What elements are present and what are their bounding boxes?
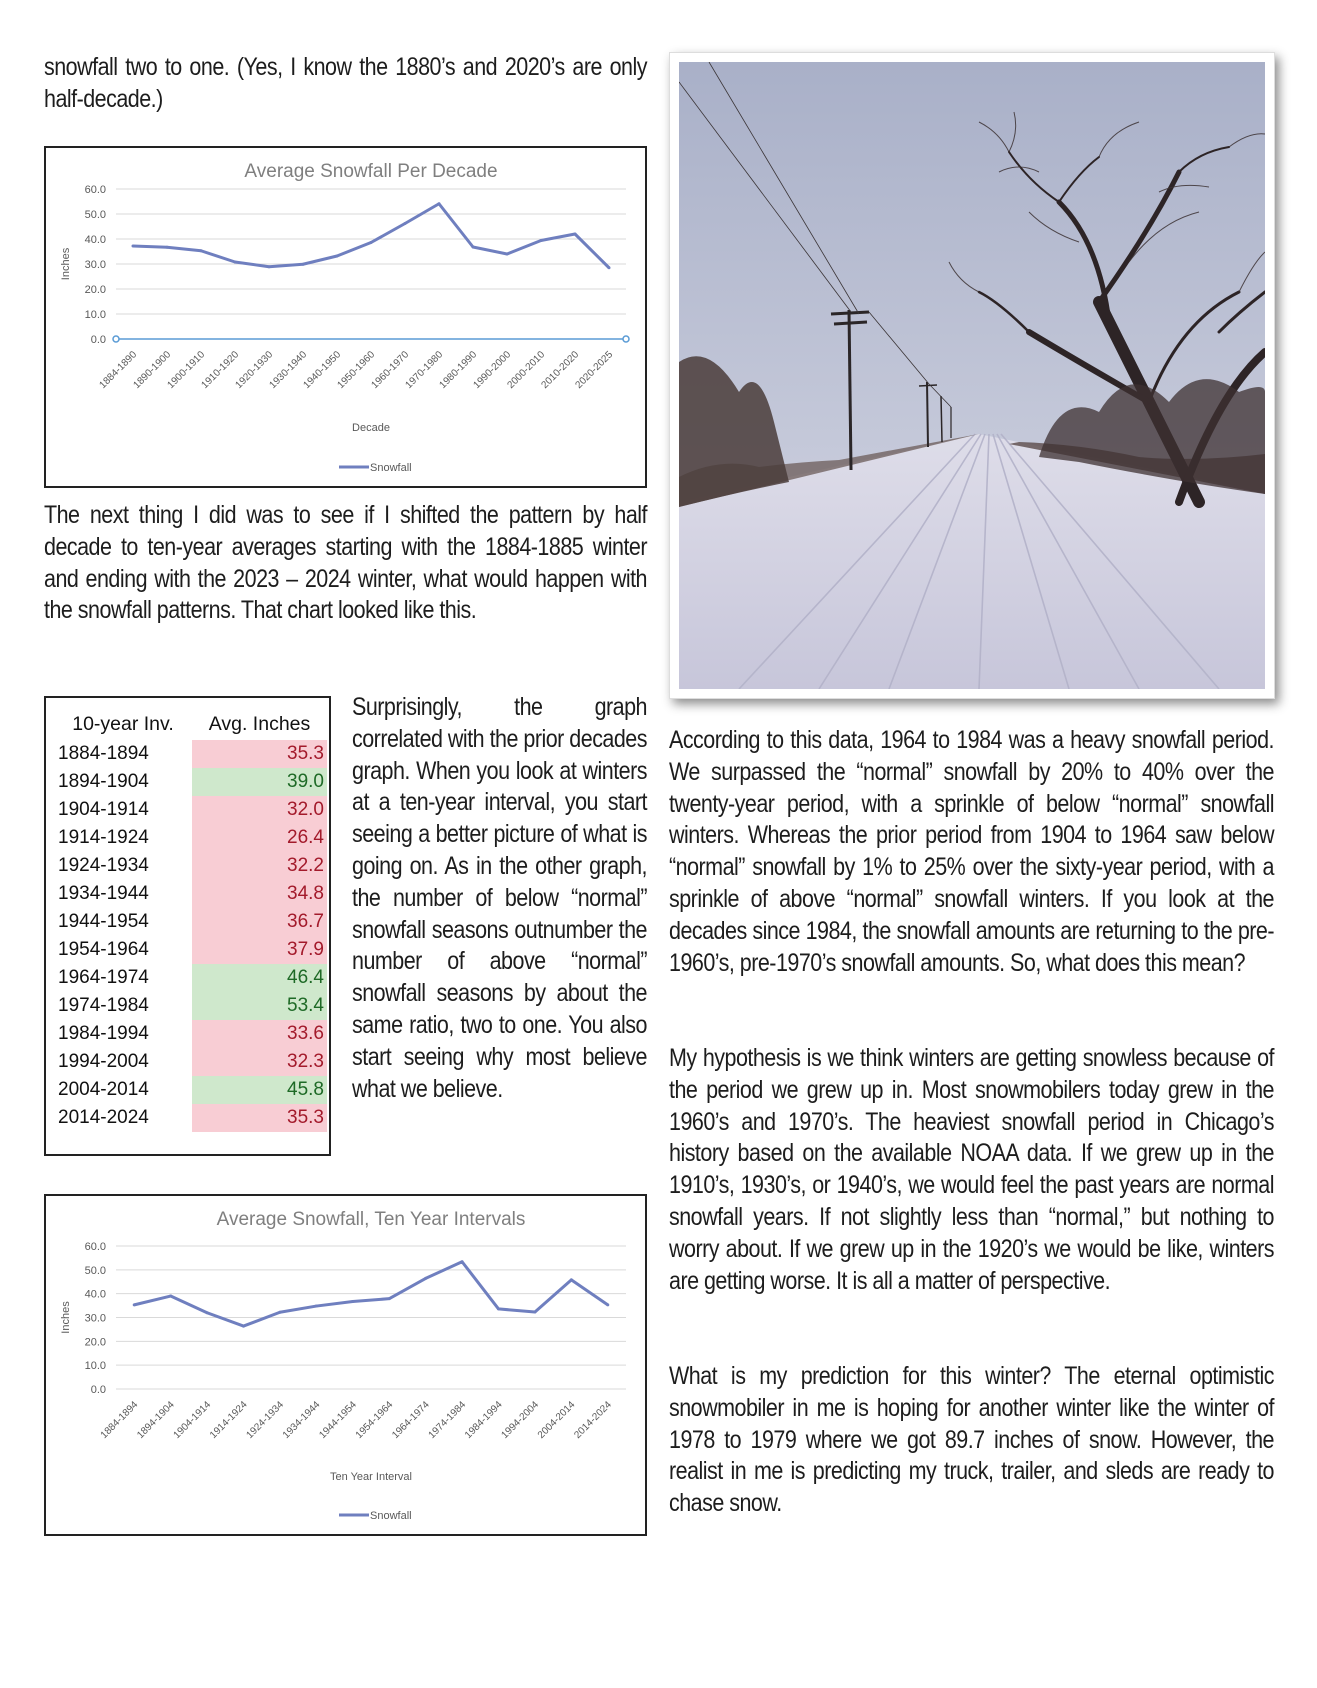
table-value-cell: 34.8 xyxy=(192,880,327,908)
table-value-cell: 53.4 xyxy=(192,992,327,1020)
data-point xyxy=(574,233,577,236)
table-interval-cell: 1984-1994 xyxy=(58,1023,149,1044)
table-row xyxy=(54,1076,327,1104)
series-line xyxy=(133,204,609,268)
data-point xyxy=(533,1311,536,1314)
data-point xyxy=(506,253,509,256)
snowy-road-photo-icon xyxy=(679,62,1265,689)
table-value-cell: 35.3 xyxy=(192,1104,327,1132)
table-row xyxy=(54,796,327,824)
x-tick-label: 1934-1944 xyxy=(280,1399,323,1441)
y-tick-label: 30.0 xyxy=(84,1312,106,1325)
data-point xyxy=(570,1278,573,1281)
x-tick-label: 1904-1914 xyxy=(171,1399,214,1441)
table-row xyxy=(54,1020,327,1048)
y-tick-label: 0.0 xyxy=(90,1384,106,1396)
right-paragraph-3: What is my prediction for this winter? The eternal optimistic snowmobiler in me is hoping for another winter like the winter of 1978 to 1979 where we got 89.7 inches of snow. However, the realist in me is predicting my truck, trailer, and sleds are ready to chase snow. xyxy=(669,1362,1274,1518)
chart-title: Average Snowfall Per Decade xyxy=(244,161,498,182)
x-tick-label: 1974-1984 xyxy=(426,1399,469,1441)
table-interval-cell: 2014-2024 xyxy=(58,1107,149,1128)
table-row xyxy=(54,740,327,768)
table-interval-cell: 1954-1964 xyxy=(58,939,149,960)
data-point xyxy=(404,222,407,225)
chart-title: Average Snowfall, Ten Year Intervals xyxy=(216,1209,526,1230)
data-point xyxy=(336,255,339,258)
x-tick-label: 1970-1980 xyxy=(403,349,446,391)
table-value-cell: 46.4 xyxy=(192,964,327,992)
x-tick-label: 1980-1990 xyxy=(437,349,480,391)
table-value-cell: 39.0 xyxy=(192,768,327,796)
y-tick-label: 50.0 xyxy=(84,209,106,221)
x-tick-label: 1920-1930 xyxy=(233,349,276,391)
x-tick-label: 1900-1910 xyxy=(165,349,208,391)
x-tick-label: 1930-1940 xyxy=(267,349,310,391)
table-value-cell: 35.3 xyxy=(192,740,327,768)
snowfall-table-frame xyxy=(44,696,331,1156)
table-interval-cell: 1914-1924 xyxy=(58,827,149,848)
x-tick-label: 1884-1890 xyxy=(97,349,140,391)
decade-chart xyxy=(46,148,645,486)
table-value-cell: 45.8 xyxy=(192,1076,327,1104)
data-point xyxy=(370,241,373,244)
y-axis-label: Inches xyxy=(60,1301,72,1334)
y-tick-label: 60.0 xyxy=(84,184,106,196)
table-value-cell: 32.0 xyxy=(192,796,327,824)
x-tick-label: 1894-1904 xyxy=(135,1399,177,1441)
table-value-cell: 37.9 xyxy=(192,936,327,964)
shift-paragraph: The next thing I did was to see if I shifted the pattern by half decade to ten-year averages starting with the 1884-1885 winter and ending with the 2023 – 2024 winter, what would happen with the snowfall patterns. That chart looked like this. xyxy=(44,501,647,625)
x-tick-label: 2010-2020 xyxy=(539,349,582,391)
data-point xyxy=(166,246,169,249)
y-tick-label: 10.0 xyxy=(84,309,106,321)
x-tick-label: 2000-2010 xyxy=(505,349,548,391)
data-point xyxy=(133,1303,136,1306)
x-tick-label: 1950-1960 xyxy=(335,349,378,391)
table-value-cell: 33.6 xyxy=(192,1020,327,1048)
y-tick-label: 40.0 xyxy=(84,1288,106,1301)
x-tick-label: 2004-2014 xyxy=(535,1399,578,1441)
surprise-paragraph: Surprisingly, the graph correlated with the prior decades graph. When you look at winters at a ten-year interval, you start seeing a better picture of what is going on. As in the other graph, the number of below “normal” snowfall seasons outnumber the number of above “normal” snowfall seasons by about the same ratio, two to one. You also start seeing why most believe what we believe. xyxy=(352,693,647,1103)
x-tick-label: 1990-2000 xyxy=(471,349,514,391)
table-interval-cell: 1924-1934 xyxy=(58,855,149,876)
table-value-cell: 36.7 xyxy=(192,908,327,936)
x-tick-label: 1960-1970 xyxy=(369,349,412,391)
data-point xyxy=(438,202,441,205)
right-paragraph-2: My hypothesis is we think winters are getting snowless because of the period we grew up in. Most snowmobilers today grew in the 1960’s and 1970’s. The heaviest snowfall period in Chicago’s history based on the available NOAA data. If we grew up in the 1910’s, 1930’s, or 1940’s, we would feel the past years are normal snowfall years. If not slightly less than “normal,” but nothing to worry about. If we grew up in the 1920’s we would be like, winters are getting worse. It is all a matter of perspective. xyxy=(669,1044,1274,1295)
table-row xyxy=(54,1048,327,1076)
data-point xyxy=(268,265,271,268)
interval-chart-frame xyxy=(44,1194,647,1536)
data-point xyxy=(278,1311,281,1314)
data-point xyxy=(388,1297,391,1300)
table-value-cell: 32.2 xyxy=(192,852,327,880)
data-point xyxy=(424,1277,427,1280)
x-tick-label: 2014-2024 xyxy=(572,1399,614,1441)
x-axis-label: Ten Year Interval xyxy=(330,1471,412,1483)
data-point xyxy=(497,1307,500,1310)
table-interval-cell: 1884-1894 xyxy=(58,743,149,764)
zero-line-marker xyxy=(623,336,629,342)
data-point xyxy=(351,1300,354,1303)
x-tick-label: 1884-1894 xyxy=(98,1399,141,1441)
data-point xyxy=(540,239,543,242)
x-tick-label: 1940-1950 xyxy=(301,349,344,391)
x-tick-label: 1984-1994 xyxy=(463,1399,505,1441)
data-point xyxy=(169,1295,172,1298)
x-tick-label: 1944-1954 xyxy=(317,1399,359,1441)
data-point xyxy=(242,1325,245,1328)
table-row xyxy=(54,768,327,796)
y-axis-label: Inches xyxy=(60,247,72,281)
table-interval-cell: 1974-1984 xyxy=(58,995,149,1016)
interval-chart xyxy=(46,1196,645,1534)
table-value-cell: 32.3 xyxy=(192,1048,327,1076)
y-tick-label: 50.0 xyxy=(84,1264,106,1277)
table-header-interval: 10-year Inv. xyxy=(72,713,174,735)
table-row xyxy=(54,824,327,852)
y-tick-label: 20.0 xyxy=(84,1336,106,1349)
x-tick-label: 1964-1974 xyxy=(390,1399,432,1441)
table-interval-cell: 1894-1904 xyxy=(58,771,149,792)
legend-label: Snowfall xyxy=(370,1510,412,1522)
snowfall-table xyxy=(54,710,327,1132)
y-tick-label: 30.0 xyxy=(84,259,106,271)
data-point xyxy=(608,266,611,269)
y-tick-label: 20.0 xyxy=(84,284,106,296)
intro-paragraph: snowfall two to one. (Yes, I know the 1880’s and 2020’s are only half-decade.) xyxy=(44,53,647,113)
data-point xyxy=(206,1311,209,1314)
table-interval-cell: 1944-1954 xyxy=(58,911,149,932)
x-axis-label: Decade xyxy=(352,422,390,434)
table-value-cell: 26.4 xyxy=(192,824,327,852)
data-point xyxy=(606,1303,609,1306)
data-point xyxy=(315,1305,318,1308)
x-tick-label: 1890-1900 xyxy=(131,349,174,391)
y-tick-label: 10.0 xyxy=(84,1360,106,1373)
table-interval-cell: 2004-2014 xyxy=(58,1079,149,1100)
data-point xyxy=(132,245,135,248)
data-point xyxy=(461,1260,464,1263)
y-tick-label: 0.0 xyxy=(90,334,106,346)
legend-label: Snowfall xyxy=(370,462,412,474)
data-point xyxy=(472,246,475,249)
x-tick-label: 1954-1964 xyxy=(353,1399,396,1441)
table-row xyxy=(54,1104,327,1132)
zero-line-marker xyxy=(113,336,119,342)
snowy-road-photo xyxy=(669,52,1275,699)
right-paragraph-1: According to this data, 1964 to 1984 was a heavy snowfall period. We surpassed the “normal” snowfall by 20% to 40% over the twenty-year period, with a sprinkle of below “normal” snowfall winters. Whereas the prior period from 1904 to 1964 saw below “normal” snowfall by 1% to 25% over the sixty-year period, with a sprinkle of above “normal” snowfall winters. If you look at the decades since 1984, the snowfall amounts are returning to the pre-1960’s, pre-1970’s snowfall amounts. So, what does this mean? xyxy=(669,726,1274,977)
data-point xyxy=(302,263,305,266)
table-interval-cell: 1934-1944 xyxy=(58,883,149,904)
table-row xyxy=(54,880,327,908)
table-interval-cell: 1964-1974 xyxy=(58,967,149,988)
data-point xyxy=(234,261,237,264)
table-row xyxy=(54,852,327,880)
table-row xyxy=(54,936,327,964)
table-row xyxy=(54,908,327,936)
x-tick-label: 1910-1920 xyxy=(199,349,242,391)
table-header-avg: Avg. Inches xyxy=(208,713,311,735)
x-tick-label: 1924-1934 xyxy=(244,1399,287,1441)
y-tick-label: 40.0 xyxy=(84,234,106,246)
data-point xyxy=(200,249,203,252)
table-interval-cell: 1904-1914 xyxy=(58,799,149,820)
table-row xyxy=(54,964,327,992)
y-tick-label: 60.0 xyxy=(84,1241,106,1253)
x-tick-label: 1914-1924 xyxy=(208,1399,250,1441)
table-row xyxy=(54,992,327,1020)
table-interval-cell: 1994-2004 xyxy=(58,1051,149,1072)
decade-chart-frame xyxy=(44,146,647,488)
x-tick-label: 2020-2025 xyxy=(573,349,616,391)
x-tick-label: 1994-2004 xyxy=(499,1399,542,1441)
